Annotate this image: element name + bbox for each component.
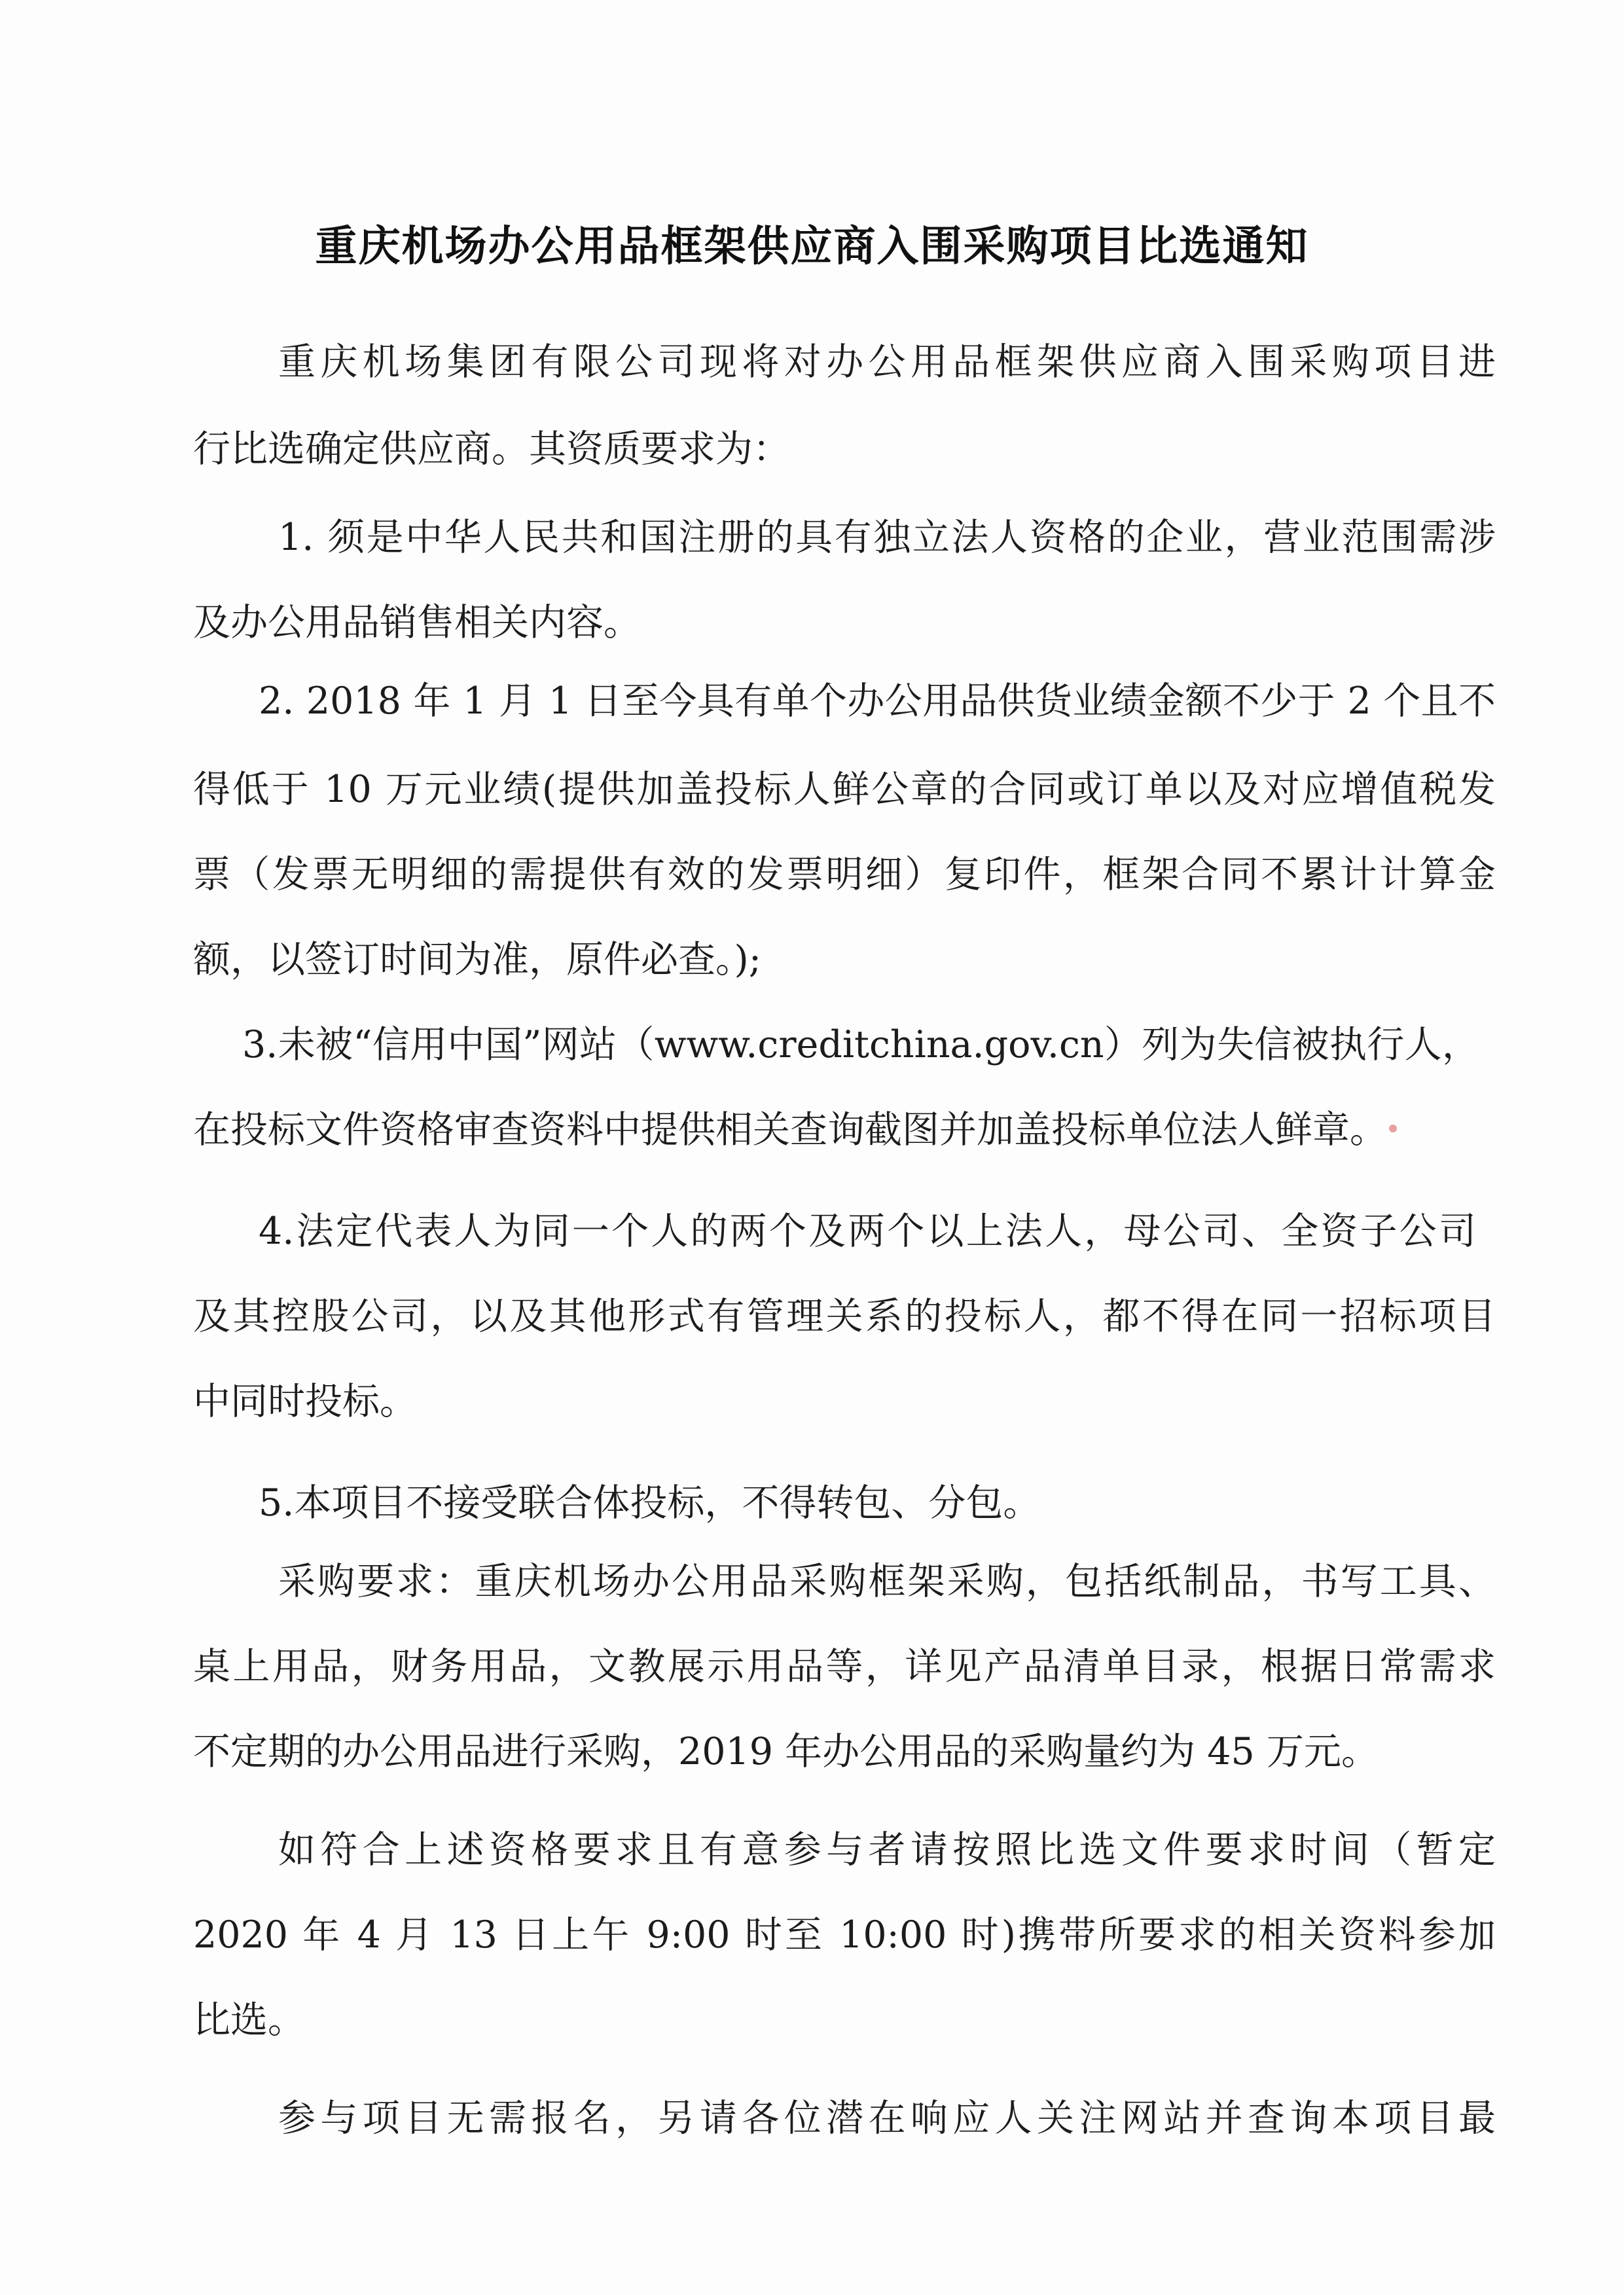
intro-line-1: 重庆机场集团有限公司现将对办公用品框架供应商入围采购项目进	[278, 340, 1496, 384]
requirement-4-line-3: 中同时投标。	[193, 1380, 417, 1423]
procurement-line-1: 采购要求：重庆机场办公用品采购框架采购，包括纸制品，书写工具、	[278, 1560, 1496, 1603]
requirement-2-line-2: 得低于 10 万元业绩(提供加盖投标人鲜公章的合同或订单以及对应增值税发	[193, 768, 1496, 811]
requirement-2-line-4: 额，以签订时间为准，原件必查。);	[193, 938, 761, 981]
requirement-3-line-1: 3.未被“信用中国”网站（www.creditchina.gov.cn）列为失信被执行人，	[242, 1023, 1479, 1066]
closing-line-1: 参与项目无需报名，另请各位潜在响应人关注网站并查询本项目最	[278, 2097, 1496, 2140]
requirement-3-line-2: 在投标文件资格审查资料中提供相关查询截图并加盖投标单位法人鲜章。	[193, 1108, 1387, 1151]
participation-line-3: 比选。	[193, 1998, 305, 2042]
document-title: 重庆机场办公用品框架供应商入围采购项目比选通知	[315, 223, 1309, 271]
requirement-2-line-1: 2. 2018 年 1 月 1 日至今具有单个办公用品供货业绩金额不少于 2 个且不	[259, 679, 1496, 723]
requirement-4-line-1: 4.法定代表人为同一个人的两个及两个以上法人，母公司、全资子公司	[259, 1210, 1476, 1253]
procurement-line-2: 桌上用品，财务用品，文教展示用品等，详见产品清单目录，根据日常需求	[193, 1645, 1496, 1688]
participation-line-1: 如符合上述资格要求且有意参与者请按照比选文件要求时间（暂定	[278, 1828, 1496, 1871]
participation-line-2: 2020 年 4 月 13 日上午 9:00 时至 10:00 时)携带所要求的相关资料参加	[193, 1913, 1496, 1957]
intro-line-2: 行比选确定供应商。其资质要求为：	[193, 427, 790, 471]
requirement-2-line-3: 票（发票无明细的需提供有效的发票明细）复印件，框架合同不累计计算金	[193, 853, 1496, 896]
requirement-1-line-2: 及办公用品销售相关内容。	[193, 601, 641, 644]
red-ink-mark	[1389, 1125, 1397, 1132]
requirement-1-line-1: 1. 须是中华人民共和国注册的具有独立法人资格的企业，营业范围需涉	[278, 516, 1496, 559]
requirement-5: 5.本项目不接受联合体投标，不得转包、分包。	[259, 1481, 1041, 1525]
requirement-4-line-2: 及其控股公司，以及其他形式有管理关系的投标人，都不得在同一招标项目	[193, 1295, 1496, 1338]
procurement-line-3: 不定期的办公用品进行采购，2019 年办公用品的采购量约为 45 万元。	[193, 1730, 1379, 1773]
